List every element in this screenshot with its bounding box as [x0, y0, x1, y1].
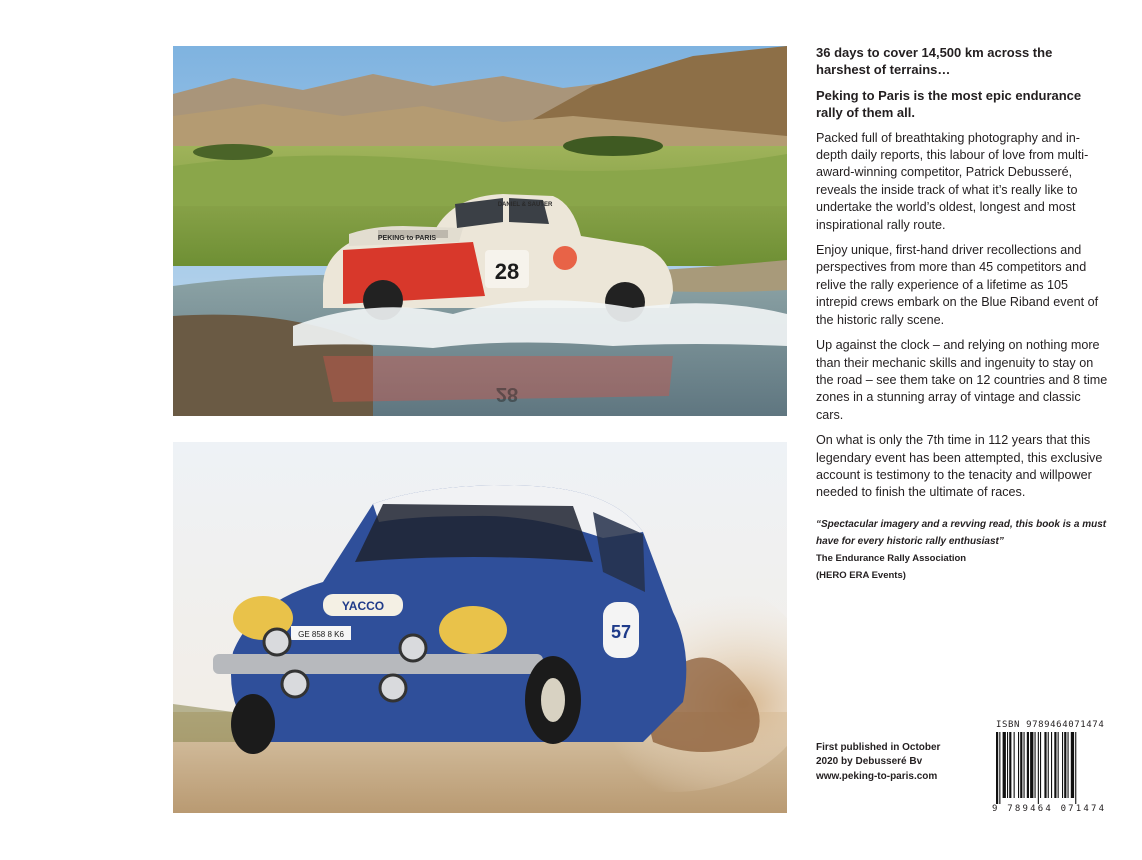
barcode-bar [1044, 732, 1046, 798]
barcode-bar [1040, 732, 1041, 798]
lead-headline-2: Peking to Paris is the most epic endurance rally of them all. [816, 87, 1082, 121]
blurb-paragraph-4: On what is only the 7th time in 112 years that this legendary event has been attempted, this exclusive account is testimony to the tenacity and willpower needed to finish the ultimate of races. [816, 433, 1103, 500]
barcode-bar [1009, 732, 1011, 798]
review-quote-text: “Spectacular imagery and a revving read, this book is a must have for every historic rally enthusiast” [816, 518, 1107, 547]
barcode-bar [1064, 732, 1066, 798]
barcode-bar [1038, 732, 1039, 804]
barcode-bar [1075, 732, 1076, 804]
publisher-website: www.peking-to-paris.com [816, 770, 938, 782]
barcode-bar [1048, 732, 1049, 798]
barcode-bar [1030, 732, 1033, 798]
barcode-bar [1020, 732, 1022, 798]
isbn-barcode [992, 720, 1107, 816]
barcode-bar [1003, 732, 1006, 798]
barcode-bar [1054, 732, 1056, 798]
review-source-event: (HERO ERA Events) [816, 569, 906, 581]
barcode-bar [996, 732, 998, 804]
barcode-bar [1058, 732, 1059, 798]
colophon-line-2: 2020 by Debusseré Bv [816, 756, 923, 768]
isbn-digits: 9 789464 071474 [992, 804, 1107, 814]
publisher-colophon [816, 741, 976, 784]
colophon-line-1: First published in October [816, 742, 941, 753]
barcode-bar [1007, 732, 1008, 798]
license-plate: GE 858 8 K6 [298, 630, 344, 639]
barcode-bars [996, 732, 1102, 804]
svg-text:28: 28 [495, 383, 519, 405]
photo-river-crossing-car [173, 46, 787, 416]
barcode-bar [1051, 732, 1052, 798]
car-number-28: 28 [494, 259, 520, 284]
barcode-bar [1035, 732, 1036, 798]
barcode-bar [1062, 732, 1063, 798]
car-banner: PEKING to PARIS [377, 235, 437, 242]
blurb-paragraph-3: Up against the clock – and relying on nothing more than their mechanic skills and ingenuity to stay on the road – see them take on 12 countries and 8 time zones in a stunning array of vintage and classic cars. [816, 338, 1108, 422]
barcode-bar [1024, 732, 1025, 798]
barcode-bar [1068, 732, 1069, 798]
lead-headline-1: 36 days to cover 14,500 km across the harshest of terrains… [816, 45, 1053, 78]
barcode-bar [1014, 732, 1015, 798]
isbn-label: ISBN 9789464071474 [996, 720, 1105, 730]
barcode-bar [999, 732, 1000, 804]
review-source-org: The Endurance Rally Association [816, 552, 967, 564]
back-cover-blurb [816, 44, 1108, 584]
sponsor-decal: YACCO [341, 599, 385, 613]
barcode-bar [1018, 732, 1019, 798]
barcode-bar [1027, 732, 1029, 798]
blurb-paragraph-1: Packed full of breathtaking photography and in-depth daily reports, this labour of love from multi-award-winning competitor, Patrick Debusseré, reveals the inside track of what it’s really like to undertake the world’s oldest, longest and most inspirational rally route. [816, 130, 1089, 232]
car-roof-name: DANIEL & SAUTER [497, 202, 553, 208]
blurb-paragraph-2: Enjoy unique, first-hand driver recollections and perspectives from more than 45 competitors and relive the rally experience of a lifetime as 105 intrepid crews embark on the Blue Riband event of the historic rally scene. [816, 243, 1099, 327]
photo-dust-rally-car [173, 442, 787, 813]
car-number-57: 57 [610, 622, 632, 642]
barcode-bar [1071, 732, 1074, 798]
review-quote [816, 516, 1108, 584]
